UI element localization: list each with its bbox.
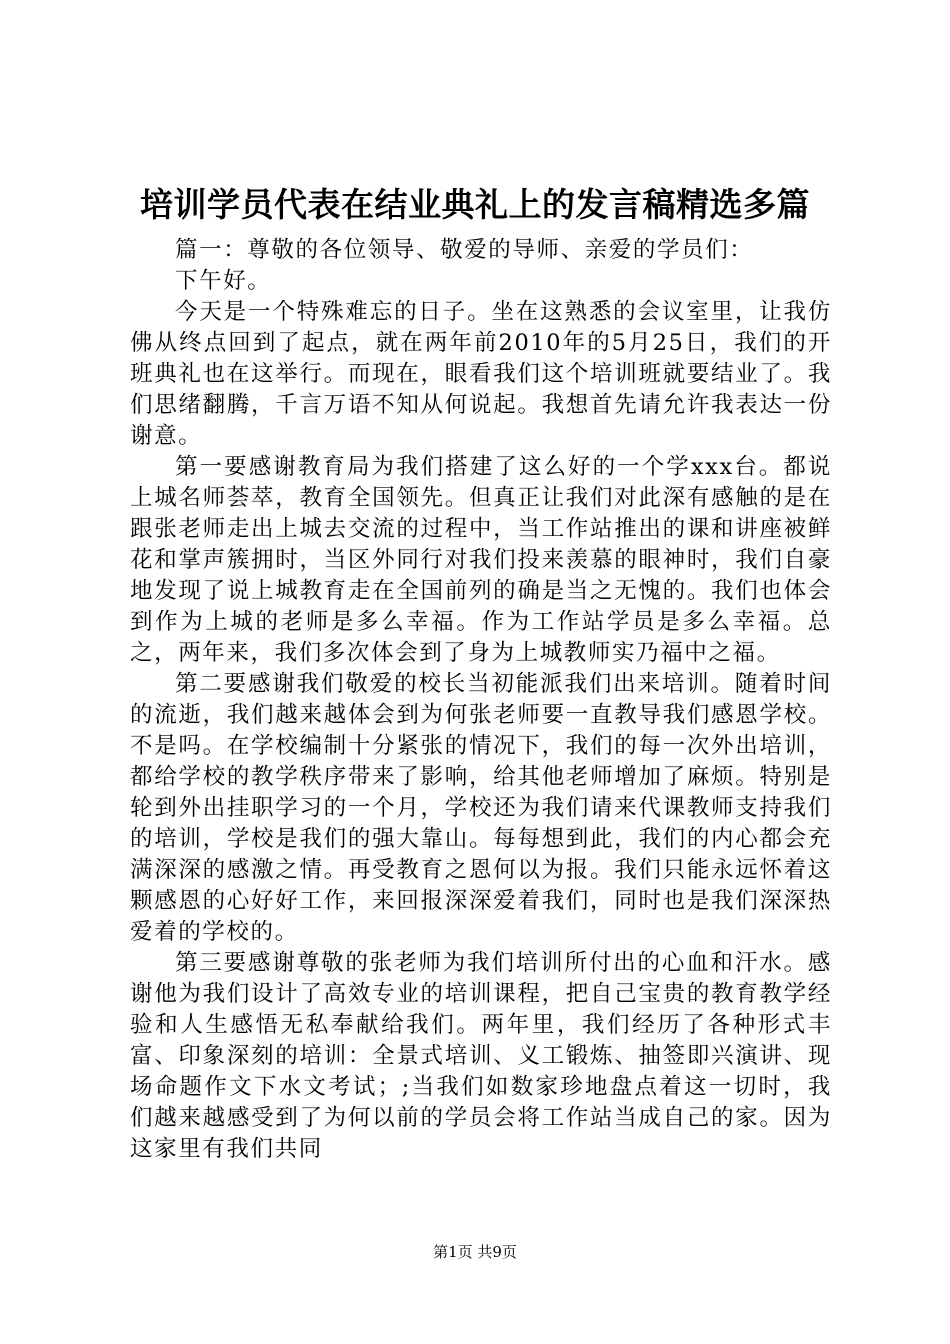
page-number-footer: 第1页 共9页 bbox=[433, 1243, 517, 1261]
document-title: 培训学员代表在结业典礼上的发言稿精选多篇 bbox=[140, 185, 810, 224]
paragraph-thanks-bureau: 第一要感谢教育局为我们搭建了这么好的一个学xxx台。都说上城名师荟萃，教育全国领先。但真正让我们对此深有感触的是在跟张老师走出上城去交流的过程中，当工作站推出的课和讲座被鲜花和掌声簇拥时，当区外同行对我们投来羡慕的眼神时，我们自豪地发现了说上城教育走在全国前列的确是当之无愧的。我们也体会到作为上城的老师是多么幸福。作为工作站学员是多么幸福。总之，两年来，我们多次体会到了身为上城教师实乃福中之福。 bbox=[130, 454, 832, 666]
paragraph-salutation: 篇一：尊敬的各位领导、敬爱的导师、亲爱的学员们： bbox=[175, 237, 754, 263]
paragraph-thanks-principal: 第二要感谢我们敬爱的校长当初能派我们出来培训。随着时间的流逝，我们越来越体会到为何张老师要一直教导我们感恩学校。不是吗。在学校编制十分紧张的情况下，我们的每一次外出培训，都给学校的教学秩序带来了影响，给其他老师增加了麻烦。特别是轮到外出挂职学习的一个月，学校还为我们请来代课教师支持我们的培训，学校是我们的强大靠山。每每想到此，我们的内心都会充满深深的感激之情。再受教育之恩何以为报。我们只能永远怀着这颗感恩的心好好工作，来回报深深爱着我们，同时也是我们深深热爱着的学校的。 bbox=[130, 671, 832, 945]
paragraph-thanks-teacher: 第三要感谢尊敬的张老师为我们培训所付出的心血和汗水。感谢他为我们设计了高效专业的培训课程，把自己宝贵的教育教学经验和人生感悟无私奉献给我们。两年里，我们经历了各种形式丰富、印象深刻的培训：全景式培训、义工锻炼、抽签即兴演讲、现场命题作文下水文考试；;当我们如数家珍地盘点着这一切时，我们越来越感受到了为何以前的学员会将工作站当成自己的家。因为这家里有我们共同 bbox=[130, 950, 832, 1162]
paragraph-greeting: 下午好。 bbox=[175, 268, 272, 294]
paragraph-opening: 今天是一个特殊难忘的日子。坐在这熟悉的会议室里，让我仿佛从终点回到了起点，就在两年前2010年的5月25日，我们的开班典礼也在这举行。而现在，眼看我们这个培训班就要结业了。我们思绪翻腾，千言万语不知从何说起。我想首先请允许我表达一份谢意。 bbox=[130, 299, 832, 449]
document-body bbox=[130, 235, 832, 1165]
